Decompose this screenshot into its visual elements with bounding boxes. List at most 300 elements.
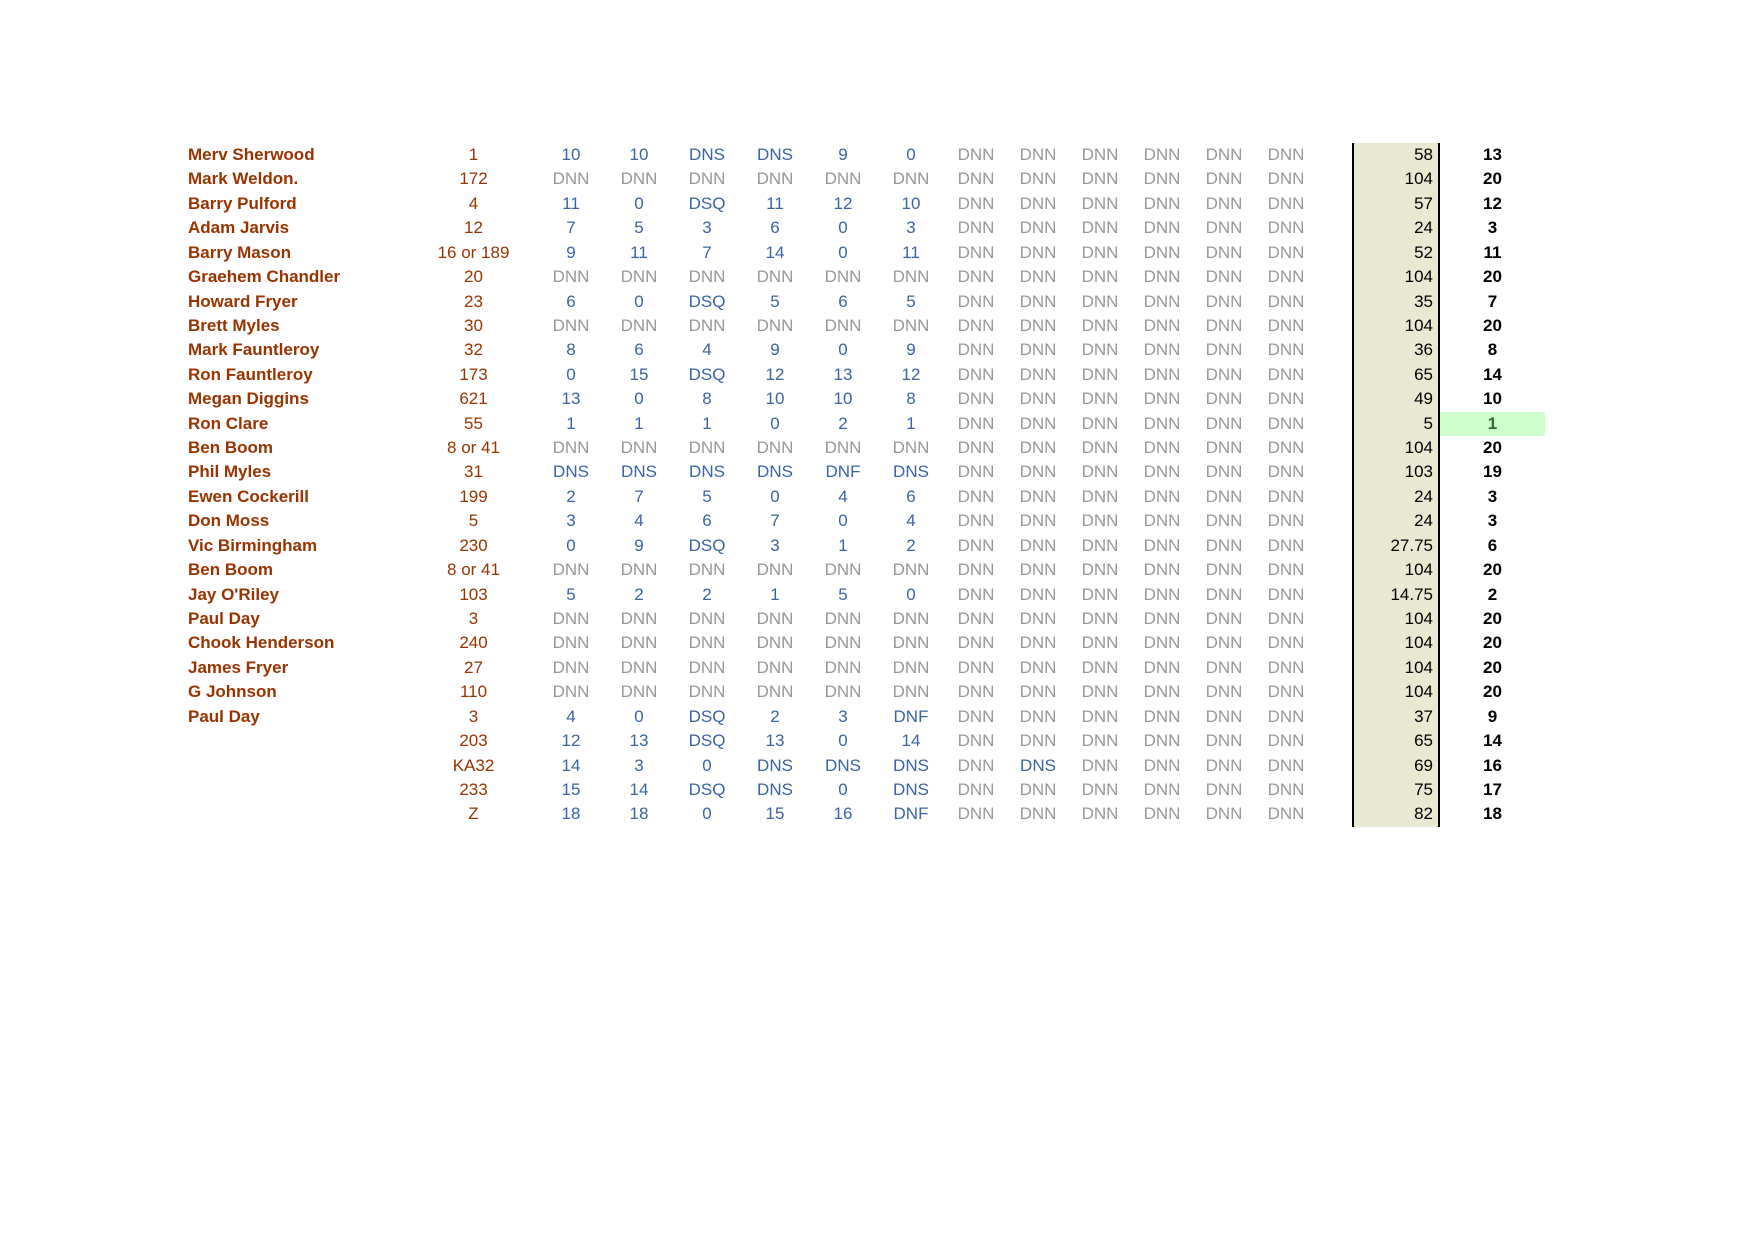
race-score: 3 [906, 218, 916, 238]
table-row [188, 290, 1545, 314]
race-score: DNN [1205, 511, 1243, 531]
race-score: 4 [634, 511, 644, 531]
race-score: DNN [1019, 560, 1057, 580]
race-score: 0 [702, 755, 712, 775]
total-points: 104 [1352, 167, 1440, 191]
racer-name: Megan Diggins [188, 389, 309, 409]
race-score: DNN [957, 486, 995, 506]
race-score: DNS [893, 462, 929, 482]
race-score: DNN [1019, 706, 1057, 726]
total-points: 82 [1352, 802, 1440, 826]
column-spacer [1317, 631, 1352, 655]
race-score: DNN [1205, 291, 1243, 311]
race-score: DNN [957, 609, 995, 629]
sail-number: 5 [468, 511, 479, 531]
table-row [188, 436, 1545, 460]
race-score: DNN [1081, 169, 1119, 189]
race-score: DNN [1081, 340, 1119, 360]
table-row [188, 241, 1545, 265]
race-score: DNN [892, 267, 930, 287]
race-score: DNN [892, 438, 930, 458]
race-score: DNN [1143, 731, 1181, 751]
race-score: DNN [1081, 145, 1119, 164]
race-score: DNN [756, 657, 794, 677]
total-points: 104 [1352, 558, 1440, 582]
total-points: 104 [1352, 631, 1440, 655]
racer-name [188, 778, 410, 802]
race-score: 0 [634, 193, 644, 213]
sail-number: KA32 [452, 755, 495, 775]
race-score: 1 [702, 413, 712, 433]
race-score: DNN [1081, 267, 1119, 287]
race-score: 6 [906, 486, 916, 506]
race-score: DNN [1019, 438, 1057, 458]
column-spacer [1317, 656, 1352, 680]
race-score: DNN [957, 755, 995, 775]
racer-name: James Fryer [188, 657, 289, 677]
race-score: DNN [1081, 291, 1119, 311]
total-points: 37 [1352, 705, 1440, 729]
race-score: DSQ [688, 779, 726, 799]
race-score: DNN [1143, 584, 1181, 604]
race-score: DNN [1143, 706, 1181, 726]
race-score: 0 [770, 486, 780, 506]
race-score: 0 [838, 779, 848, 799]
column-spacer [1317, 583, 1352, 607]
race-score: DNN [1205, 242, 1243, 262]
racer-name: Don Moss [188, 511, 270, 531]
rank: 18 [1483, 804, 1502, 824]
race-score: 0 [702, 804, 712, 824]
column-spacer [1317, 754, 1352, 778]
rank: 16 [1483, 755, 1502, 775]
race-score: 7 [634, 486, 644, 506]
race-score: DNN [1205, 462, 1243, 482]
race-score: DNN [1081, 535, 1119, 555]
race-score: DNN [892, 315, 930, 335]
race-score: DNN [1143, 779, 1181, 799]
race-score: 2 [566, 486, 576, 506]
rank: 7 [1487, 291, 1498, 311]
race-score: DNN [1205, 560, 1243, 580]
race-score: DNN [1205, 193, 1243, 213]
race-score: DNN [1081, 609, 1119, 629]
race-score: 9 [566, 242, 576, 262]
race-score: DNN [1019, 486, 1057, 506]
table-row [188, 485, 1545, 509]
race-score: DNN [1205, 315, 1243, 335]
column-spacer [1317, 216, 1352, 240]
race-score: DNS [757, 755, 793, 775]
table-row [188, 607, 1545, 631]
race-score: DNN [1143, 511, 1181, 531]
table-row [188, 754, 1545, 778]
rank: 19 [1483, 462, 1502, 482]
race-score: 13 [833, 364, 853, 384]
race-score: DNN [1267, 755, 1305, 775]
race-score: DNN [1143, 804, 1181, 824]
race-score: DNN [620, 560, 658, 580]
race-score: DNN [892, 560, 930, 580]
race-score: DNN [1205, 364, 1243, 384]
race-score: DNN [892, 657, 930, 677]
column-spacer [1317, 167, 1352, 191]
race-score: 12 [561, 731, 581, 751]
race-score: DNN [552, 657, 590, 677]
race-score: DNN [1019, 315, 1057, 335]
racer-name: Vic Birmingham [188, 535, 318, 555]
rank: 9 [1487, 706, 1498, 726]
race-score: DNN [957, 218, 995, 238]
race-score: DNN [1205, 731, 1243, 751]
race-score: DNS [689, 145, 725, 164]
race-score: DNS [825, 755, 861, 775]
table-row [188, 729, 1545, 753]
race-score: 7 [566, 218, 576, 238]
race-score: 3 [838, 706, 848, 726]
sail-number: 32 [464, 340, 483, 360]
race-score: 6 [770, 218, 780, 238]
racer-name: Ewen Cockerill [188, 486, 309, 506]
race-score: DSQ [688, 535, 726, 555]
race-score: 0 [838, 731, 848, 751]
race-score: DNN [892, 169, 930, 189]
race-score: 7 [770, 511, 780, 531]
table-row [188, 656, 1545, 680]
table-row [188, 558, 1545, 582]
rank: 11 [1483, 242, 1502, 262]
total-points: 24 [1352, 485, 1440, 509]
race-score: DNN [688, 315, 726, 335]
race-score: DNN [1019, 804, 1057, 824]
rank: 20 [1483, 609, 1502, 629]
race-score: DNN [824, 657, 862, 677]
racer-name: Mark Weldon. [188, 169, 299, 189]
race-score: 1 [566, 413, 576, 433]
race-score: DNN [688, 657, 726, 677]
race-score: DNN [957, 242, 995, 262]
total-points: 24 [1352, 216, 1440, 240]
race-score: DNN [1267, 706, 1305, 726]
race-score: DNN [1205, 340, 1243, 360]
race-score: DNN [957, 633, 995, 653]
race-score: DNN [1267, 389, 1305, 409]
race-score: DNN [1143, 633, 1181, 653]
race-score: DNN [892, 682, 930, 702]
race-score: DNN [1205, 438, 1243, 458]
race-score: DNN [1267, 804, 1305, 824]
race-score: DNN [1019, 364, 1057, 384]
race-score: DNN [1205, 413, 1243, 433]
race-score: DNN [1081, 633, 1119, 653]
total-points: 24 [1352, 509, 1440, 533]
race-score: DNN [1143, 486, 1181, 506]
race-score: DNN [1267, 145, 1305, 164]
race-score: DNN [1019, 584, 1057, 604]
race-score: DNN [1267, 657, 1305, 677]
rank: 2 [1487, 584, 1498, 604]
sail-number: 31 [464, 462, 483, 482]
race-score: DNN [1019, 779, 1057, 799]
race-score: DNN [957, 315, 995, 335]
table-row [188, 534, 1545, 558]
race-score: 11 [562, 193, 580, 213]
race-score: DNN [957, 706, 995, 726]
race-score: DNN [957, 169, 995, 189]
race-score: 0 [634, 706, 644, 726]
race-score: 12 [765, 364, 785, 384]
total-points: 104 [1352, 607, 1440, 631]
race-score: DNN [824, 267, 862, 287]
race-score: DNN [1143, 315, 1181, 335]
race-score: DNN [1267, 535, 1305, 555]
race-score: DNN [552, 682, 590, 702]
racer-name: Paul Day [188, 609, 260, 629]
race-score: 0 [770, 413, 780, 433]
race-score: 0 [566, 535, 576, 555]
race-score: DSQ [688, 706, 726, 726]
race-score: DNN [957, 731, 995, 751]
race-score: DNN [957, 340, 995, 360]
sail-number: 8 or 41 [447, 560, 500, 580]
race-score: DNN [1205, 486, 1243, 506]
race-score: DNN [1267, 242, 1305, 262]
racer-name [188, 802, 410, 826]
column-spacer [1317, 265, 1352, 289]
rank: 10 [1483, 389, 1502, 409]
total-points: 65 [1352, 729, 1440, 753]
race-score: 14 [561, 755, 581, 775]
race-score: DNN [824, 560, 862, 580]
race-score: DNN [1143, 609, 1181, 629]
race-score: DNN [1143, 755, 1181, 775]
race-score: 9 [770, 340, 780, 360]
race-score: DNN [1267, 779, 1305, 799]
race-score: DNN [688, 267, 726, 287]
race-score: 13 [629, 731, 649, 751]
race-score: DNN [1019, 682, 1057, 702]
race-score: DNN [1143, 193, 1181, 213]
race-score: DNN [1081, 218, 1119, 238]
race-score: 15 [765, 804, 785, 824]
race-score: DNN [1267, 486, 1305, 506]
race-score: DNN [1205, 145, 1243, 164]
race-score: DNN [1143, 242, 1181, 262]
sail-number: 233 [459, 779, 488, 799]
race-score: DNN [1143, 657, 1181, 677]
column-spacer [1317, 485, 1352, 509]
race-score: DNS [893, 779, 929, 799]
racer-name: G Johnson [188, 682, 277, 702]
racer-name: Barry Pulford [188, 193, 297, 213]
race-score: 1 [906, 413, 916, 433]
race-score: DNN [1205, 609, 1243, 629]
race-score: 15 [561, 779, 581, 799]
race-score: 12 [833, 193, 853, 213]
race-score: DNN [1019, 145, 1057, 164]
sail-number: 23 [464, 291, 483, 311]
rank: 6 [1487, 535, 1498, 555]
race-score: DNN [1267, 340, 1305, 360]
racer-name: Howard Fryer [188, 291, 298, 311]
race-score: DNN [1019, 413, 1057, 433]
total-points: 104 [1352, 656, 1440, 680]
column-spacer [1317, 705, 1352, 729]
race-score: DNN [957, 291, 995, 311]
race-score: DNN [957, 413, 995, 433]
race-score: DNN [1081, 682, 1119, 702]
race-score: DNN [688, 560, 726, 580]
racer-name: Merv Sherwood [188, 145, 315, 164]
race-score: DSQ [688, 364, 726, 384]
table-row [188, 265, 1545, 289]
race-score: DNN [552, 169, 590, 189]
race-score: 8 [702, 389, 712, 409]
column-spacer [1317, 192, 1352, 216]
table-row [188, 192, 1545, 216]
total-points: 49 [1352, 387, 1440, 411]
race-score: DNN [1081, 438, 1119, 458]
column-spacer [1317, 412, 1352, 436]
race-score: 0 [634, 389, 644, 409]
race-score: 14 [765, 242, 785, 262]
sail-number: 27 [464, 657, 483, 677]
race-score: 5 [770, 291, 780, 311]
race-score: DNN [1267, 682, 1305, 702]
race-score: DNN [620, 633, 658, 653]
column-spacer [1317, 680, 1352, 704]
racer-name: Ben Boom [188, 438, 273, 458]
rank: 14 [1483, 364, 1502, 384]
race-score: DNN [1081, 779, 1119, 799]
race-score: 5 [566, 584, 576, 604]
race-score: DNN [1143, 145, 1181, 164]
race-score: DNS [689, 462, 725, 482]
race-score: DNS [553, 462, 589, 482]
race-score: DNN [1143, 218, 1181, 238]
sail-number: 199 [459, 486, 488, 506]
race-score: 1 [838, 535, 848, 555]
table-row [188, 778, 1545, 802]
table-row [188, 216, 1545, 240]
race-score: 9 [838, 145, 848, 164]
column-spacer [1317, 314, 1352, 338]
race-score: DNF [825, 462, 861, 482]
race-score: DNN [1143, 438, 1181, 458]
total-points: 69 [1352, 754, 1440, 778]
race-score: DNN [1081, 706, 1119, 726]
race-score: DNN [957, 682, 995, 702]
race-score: DNN [756, 682, 794, 702]
rank: 12 [1483, 193, 1502, 213]
rank: 20 [1483, 682, 1502, 702]
race-score: DNN [1267, 511, 1305, 531]
race-score: DNN [1205, 535, 1243, 555]
race-score: 6 [838, 291, 848, 311]
race-score: DNN [620, 315, 658, 335]
race-score: 0 [838, 511, 848, 531]
race-score: DNN [1081, 315, 1119, 335]
race-score: DNN [824, 315, 862, 335]
race-score: DNN [1019, 609, 1057, 629]
race-score: DNN [756, 169, 794, 189]
column-spacer [1317, 241, 1352, 265]
column-spacer [1317, 460, 1352, 484]
race-score: 10 [561, 145, 581, 164]
column-spacer [1317, 143, 1352, 167]
race-score: 13 [561, 389, 581, 409]
race-score: 2 [838, 413, 848, 433]
sail-number: 4 [468, 193, 479, 213]
racer-name: Adam Jarvis [188, 218, 290, 238]
total-points: 52 [1352, 241, 1440, 265]
race-score: DNS [621, 462, 657, 482]
column-spacer [1317, 729, 1352, 753]
race-score: 10 [833, 389, 853, 409]
race-score: DNN [1143, 267, 1181, 287]
race-score: DNN [1267, 218, 1305, 238]
race-score: 10 [765, 389, 785, 409]
race-score: DNN [1205, 682, 1243, 702]
column-spacer [1317, 558, 1352, 582]
race-score: 0 [906, 145, 916, 164]
rank: 8 [1487, 340, 1498, 360]
race-score: 12 [901, 364, 921, 384]
rank: 20 [1483, 169, 1502, 189]
race-score: DNN [957, 560, 995, 580]
race-score: DNN [1081, 804, 1119, 824]
race-score: DNN [1267, 315, 1305, 335]
race-score: DNN [552, 267, 590, 287]
race-score: DNN [1081, 462, 1119, 482]
race-score: DNN [1143, 291, 1181, 311]
race-score: DNN [552, 315, 590, 335]
race-score: 5 [906, 291, 916, 311]
total-points: 104 [1352, 680, 1440, 704]
race-score: DNN [1143, 169, 1181, 189]
race-score: DNN [620, 609, 658, 629]
race-score: DNN [957, 535, 995, 555]
race-score: DNN [552, 438, 590, 458]
total-points: 104 [1352, 314, 1440, 338]
race-score: DNN [957, 145, 995, 164]
race-score: DNN [756, 560, 794, 580]
race-score: 14 [901, 731, 921, 751]
race-score: DNN [1081, 193, 1119, 213]
race-score: DNN [1267, 413, 1305, 433]
column-spacer [1317, 363, 1352, 387]
race-score: 8 [906, 389, 916, 409]
race-score: DNN [552, 633, 590, 653]
race-score: 6 [566, 291, 576, 311]
sail-number: 203 [459, 731, 488, 751]
column-spacer [1317, 607, 1352, 631]
race-score: DNN [756, 633, 794, 653]
race-score: DNN [1205, 755, 1243, 775]
race-score: DNN [688, 682, 726, 702]
sail-number: 621 [459, 389, 488, 409]
race-score: DNN [756, 267, 794, 287]
table-row [188, 802, 1545, 826]
race-score: DNN [1143, 340, 1181, 360]
rank: 13 [1483, 145, 1502, 164]
racer-name: Ben Boom [188, 560, 273, 580]
total-points: 5 [1352, 412, 1440, 436]
race-score: DNN [1267, 364, 1305, 384]
race-score: DNN [620, 438, 658, 458]
race-score: DNN [620, 657, 658, 677]
racer-name: Mark Fauntleroy [188, 340, 320, 360]
